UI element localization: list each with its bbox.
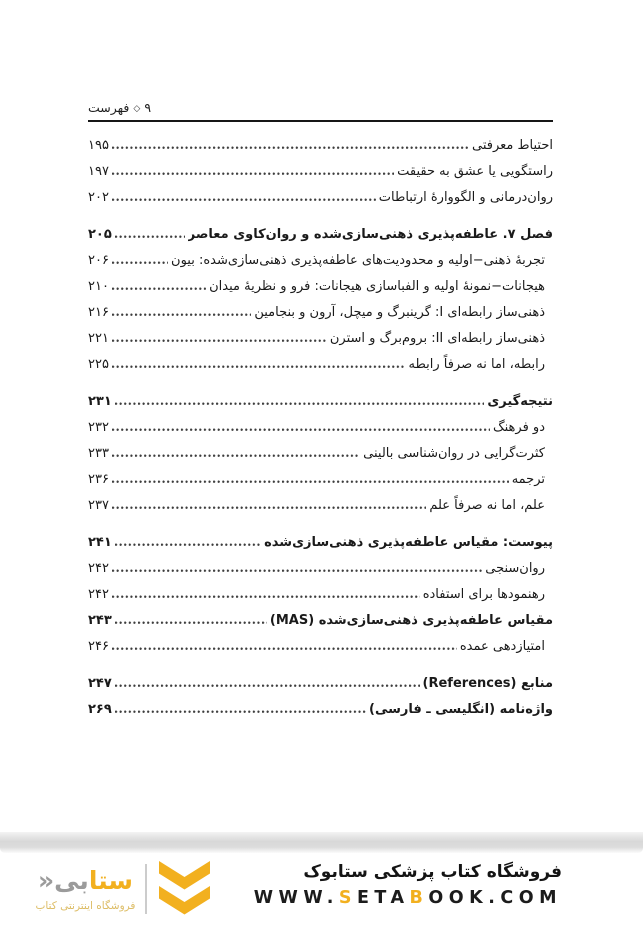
toc-entry-page: ۲۳۶ xyxy=(88,472,109,487)
toc-entry-title: فصل ۷. عاطفه‌پذیری ذهنی‌سازی‌شده و روان‌کاوی معاصر xyxy=(187,227,553,242)
toc-entry-title: مقیاس عاطفه‌پذیری ذهنی‌سازی‌شده (MAS) xyxy=(269,613,553,628)
footer-store-info xyxy=(254,859,562,912)
toc-entry xyxy=(88,582,553,608)
dot-leader xyxy=(112,261,168,264)
toc-entry-title: رهنمودها برای استفاده xyxy=(422,587,545,602)
toc-entry-title: ذهنی‌ساز رابطه‌ای I: گرینبرگ و میچل، آرون و بنجامین xyxy=(254,305,545,320)
toc-entry-page: ۲۲۱ xyxy=(88,331,109,346)
toc-entry-title: راستگویی یا عشق به حقیقت xyxy=(397,164,553,179)
website-url-segment: OOK.COM xyxy=(428,888,562,908)
logo-wordmark-yellow: ستا xyxy=(88,865,134,895)
toc-entry-page: ۲۳۱ xyxy=(88,394,112,409)
dot-leader xyxy=(112,647,457,650)
toc-entry xyxy=(88,185,553,211)
dot-leader xyxy=(112,506,426,509)
toc-entry xyxy=(88,467,553,493)
toc-entry-page: ۲۳۳ xyxy=(88,446,109,461)
page-number: ۹ xyxy=(144,100,152,115)
toc-entry xyxy=(88,415,553,441)
dot-leader xyxy=(112,480,509,483)
toc-entry-page: ۲۱۰ xyxy=(88,279,109,294)
toc-entry xyxy=(88,326,553,352)
toc-entry-title: دو فرهنگ xyxy=(493,420,545,435)
dot-leader xyxy=(115,684,420,687)
toc-entry-page: ۲۳۷ xyxy=(88,498,109,513)
dot-leader xyxy=(115,543,261,546)
dot-leader xyxy=(115,235,185,238)
dot-leader xyxy=(112,146,469,149)
dot-leader xyxy=(112,365,406,368)
logo-guillemet-icon: « xyxy=(37,865,55,895)
logo-tagline: فروشگاه اینترنتی کتاب xyxy=(35,899,136,912)
toc-entry-page: ۲۰۶ xyxy=(88,253,109,268)
logo-divider xyxy=(145,864,147,914)
toc-entry-page: ۲۴۲ xyxy=(88,587,109,602)
toc-entry-page: ۲۰۵ xyxy=(88,227,112,242)
toc-entry-title: احتیاط معرفتی xyxy=(472,138,553,153)
dot-leader xyxy=(112,454,360,457)
toc-page xyxy=(88,100,553,723)
dot-leader xyxy=(115,402,485,405)
dot-leader xyxy=(112,287,206,290)
toc-entry xyxy=(88,352,553,378)
page-header xyxy=(88,100,553,115)
dot-leader xyxy=(112,428,490,431)
toc-entry-page: ۲۳۲ xyxy=(88,420,109,435)
header-rule xyxy=(88,120,553,122)
toc-entry xyxy=(88,697,553,723)
toc-entry xyxy=(88,441,553,467)
logo-wordmark-box xyxy=(34,866,137,913)
toc-entry-title: هیجانات−نمونهٔ اولیه و الفباسازی هیجانات: فرو و نظریهٔ میدان xyxy=(209,279,545,294)
diamond-separator-icon: ◇ xyxy=(133,104,141,114)
toc-entry-page: ۲۴۲ xyxy=(88,561,109,576)
toc-entry xyxy=(88,248,553,274)
toc-entry xyxy=(88,634,553,660)
toc-entry-page: ۱۹۷ xyxy=(88,164,109,179)
toc-entry-title: علم، اما نه صرفاً علم xyxy=(429,498,545,513)
toc-entry-title: نتیجه‌گیری xyxy=(487,394,553,409)
website-url xyxy=(254,885,562,912)
toc-entry xyxy=(88,608,553,634)
toc-entry xyxy=(88,222,553,248)
dot-leader xyxy=(112,198,376,201)
setabook-chevron-logo-icon xyxy=(157,860,212,918)
dot-leader xyxy=(115,621,267,624)
toc-entry-title: امتیازدهی عمده xyxy=(459,639,545,654)
page-header-title: فهرست xyxy=(88,100,130,115)
toc-entry-page: ۲۲۵ xyxy=(88,357,109,372)
website-url-segment: WWW. xyxy=(253,888,339,908)
dot-leader xyxy=(112,313,251,316)
toc-entry-title: منابع (References) xyxy=(422,676,553,691)
toc-entry-title: کثرت‌گرایی در روان‌شناسی بالینی xyxy=(363,446,545,461)
website-url-segment: ETA xyxy=(356,888,410,908)
toc-entry-page: ۲۱۶ xyxy=(88,305,109,320)
website-url-segment: B xyxy=(409,888,429,908)
dot-leader xyxy=(112,339,327,342)
toc-entry xyxy=(88,159,553,185)
toc-entry xyxy=(88,493,553,519)
toc-entry-title: واژه‌نامه (انگلیسی ـ فارسی) xyxy=(369,702,553,717)
dot-leader xyxy=(112,569,482,572)
toc-entry-page: ۲۶۹ xyxy=(88,702,112,717)
toc-entry xyxy=(88,556,553,582)
dot-leader xyxy=(112,595,420,598)
toc-entry-title: ترجمه xyxy=(511,472,545,487)
toc-entry-page: ۱۹۵ xyxy=(88,138,109,153)
logo-wordmark-gray: بی xyxy=(54,865,89,895)
toc-entry xyxy=(88,133,553,159)
logo-wordmark xyxy=(34,866,137,896)
toc-entry xyxy=(88,300,553,326)
table-of-contents xyxy=(88,133,553,723)
toc-entry-page: ۲۴۱ xyxy=(88,535,112,550)
toc-entry xyxy=(88,274,553,300)
toc-entry-page: ۲۴۷ xyxy=(88,676,112,691)
toc-entry-title: روان‌درمانی و الگووارهٔ ارتباطات xyxy=(378,190,553,205)
toc-entry xyxy=(88,530,553,556)
toc-entry xyxy=(88,389,553,415)
toc-entry-title: پیوست: مقیاس عاطفه‌پذیری ذهنی‌سازی‌شده xyxy=(264,535,553,550)
toc-entry-title: ذهنی‌ساز رابطه‌ای II: بروم‌برگ و استرن xyxy=(329,331,545,346)
toc-entry xyxy=(88,671,553,697)
toc-entry-title: رابطه، اما نه صرفاً رابطه xyxy=(408,357,545,372)
toc-entry-title: تجربهٔ ذهنی−اولیه و محدودیت‌های عاطفه‌پذیری ذهنی‌سازی‌شده: بیون xyxy=(171,253,545,268)
toc-entry-page: ۲۴۶ xyxy=(88,639,109,654)
store-name-line: فروشگاه کتاب پزشکی ستابوک xyxy=(303,862,562,882)
website-url-segment: S xyxy=(338,888,357,908)
page-shadow-band xyxy=(0,832,643,853)
toc-entry-title: روان‌سنجی xyxy=(485,561,545,576)
setabook-logo xyxy=(34,860,212,918)
toc-entry-page: ۲۰۲ xyxy=(88,190,109,205)
dot-leader xyxy=(112,172,394,175)
toc-entry-page: ۲۴۳ xyxy=(88,613,112,628)
dot-leader xyxy=(115,710,366,713)
